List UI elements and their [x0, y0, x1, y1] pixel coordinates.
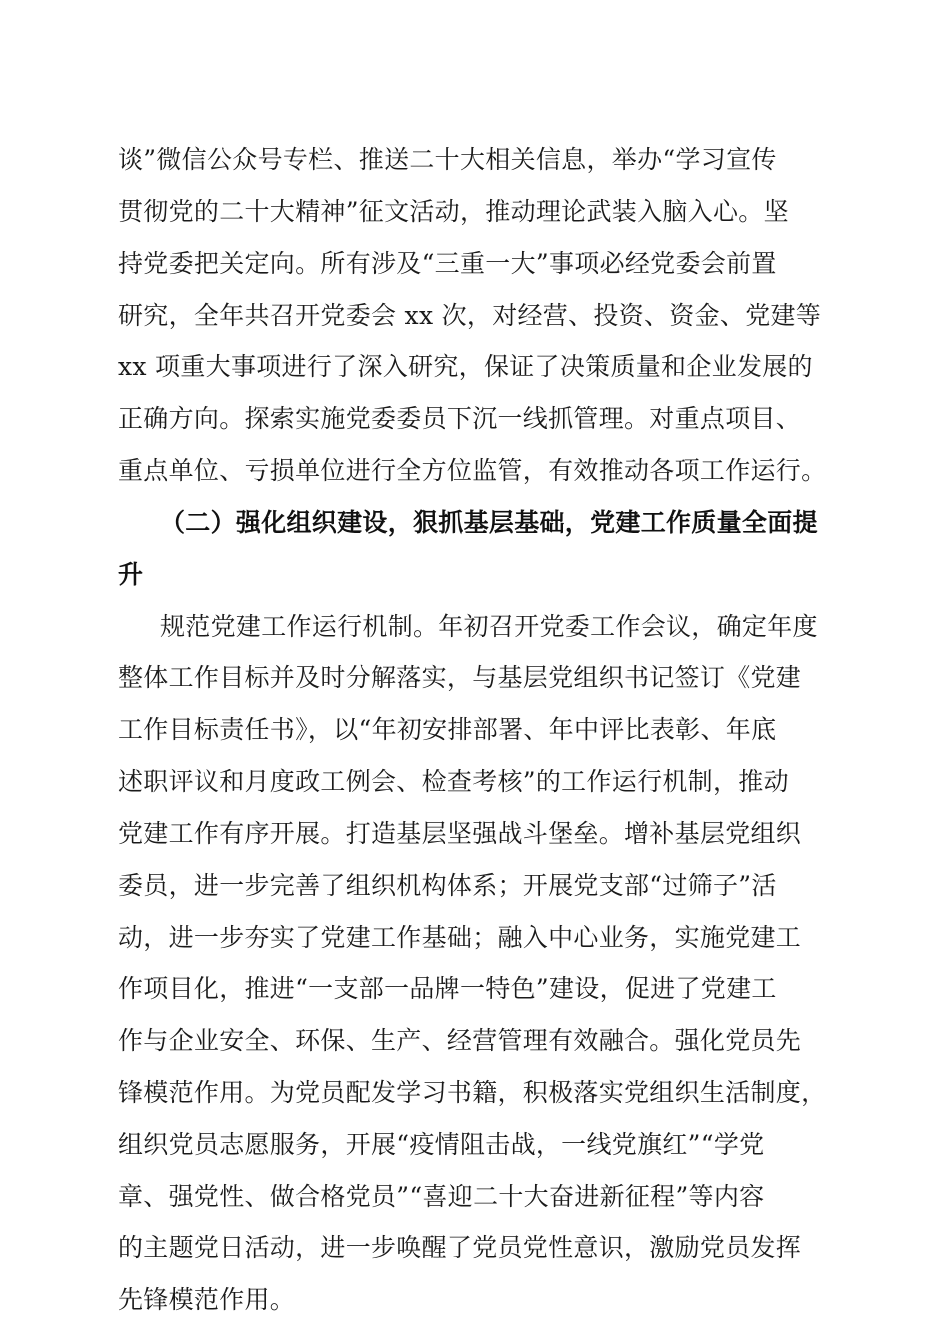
text-line: 持党委把关定向。所有涉及“三重一大”事项必经党委会前置 [118, 249, 777, 278]
text-line: 研究，全年共召开党委会 xx 次，对经营、投资、资金、党建等 [118, 301, 822, 330]
text-line: 的主题党日活动，进一步唤醒了党员党性意识，激励党员发挥 [118, 1233, 802, 1262]
text-line: 党建工作有序开展。打造基层坚强战斗堡垒。增补基层党组织 [118, 819, 802, 848]
text-line: 组织党员志愿服务，开展“疫情阻击战，一线党旗红”“学党 [118, 1130, 765, 1159]
text-line: 工作目标责任书》，以“年初安排部署、年中评比表彰、年底 [118, 715, 777, 744]
text-line: 述职评议和月度政工例会、检查考核”的工作运行机制，推动 [118, 767, 789, 796]
text-line: 锋模范作用。为党员配发学习书籍，积极落实党组织生活制度， [118, 1078, 827, 1107]
text-line: 贯彻党的二十大精神”征文活动，推动理论武装入脑入心。坚 [118, 197, 789, 226]
text-line: 谈”微信公众号专栏、推送二十大相关信息，举办“学习宣传 [118, 145, 777, 174]
text-line: 动，进一步夯实了党建工作基础；融入中心业务，实施党建工 [118, 923, 802, 952]
text-line: 作项目化，推进“一支部一品牌一特色”建设，促进了党建工 [118, 974, 777, 1003]
text-line: 作与企业安全、环保、生产、经营管理有效融合。强化党员先 [118, 1026, 802, 1055]
text-line: 规范党建工作运行机制。年初召开党委工作会议，确定年度 [160, 612, 818, 641]
text-line: 重点单位、亏损单位进行全方位监管，有效推动各项工作运行。 [118, 456, 827, 485]
text-line: 委员，进一步完善了组织机构体系；开展党支部“过筛子”活 [118, 871, 777, 900]
text-line: 章、强党性、做合格党员”“喜迎二十大奋进新征程”等内容 [118, 1182, 765, 1211]
text-line: 整体工作目标并及时分解落实，与基层党组织书记签订《党建 [118, 663, 802, 692]
text-line: xx 项重大事项进行了深入研究，保证了决策质量和企业发展的 [118, 352, 813, 381]
text-line: 先锋模范作用。 [118, 1285, 296, 1314]
section-heading-continued: 升 [118, 560, 144, 589]
section-heading: （二）强化组织建设，狠抓基层基础，党建工作质量全面提 [160, 508, 818, 537]
text-line: 正确方向。探索实施党委委员下沉一线抓管理。对重点项目、 [118, 404, 802, 433]
